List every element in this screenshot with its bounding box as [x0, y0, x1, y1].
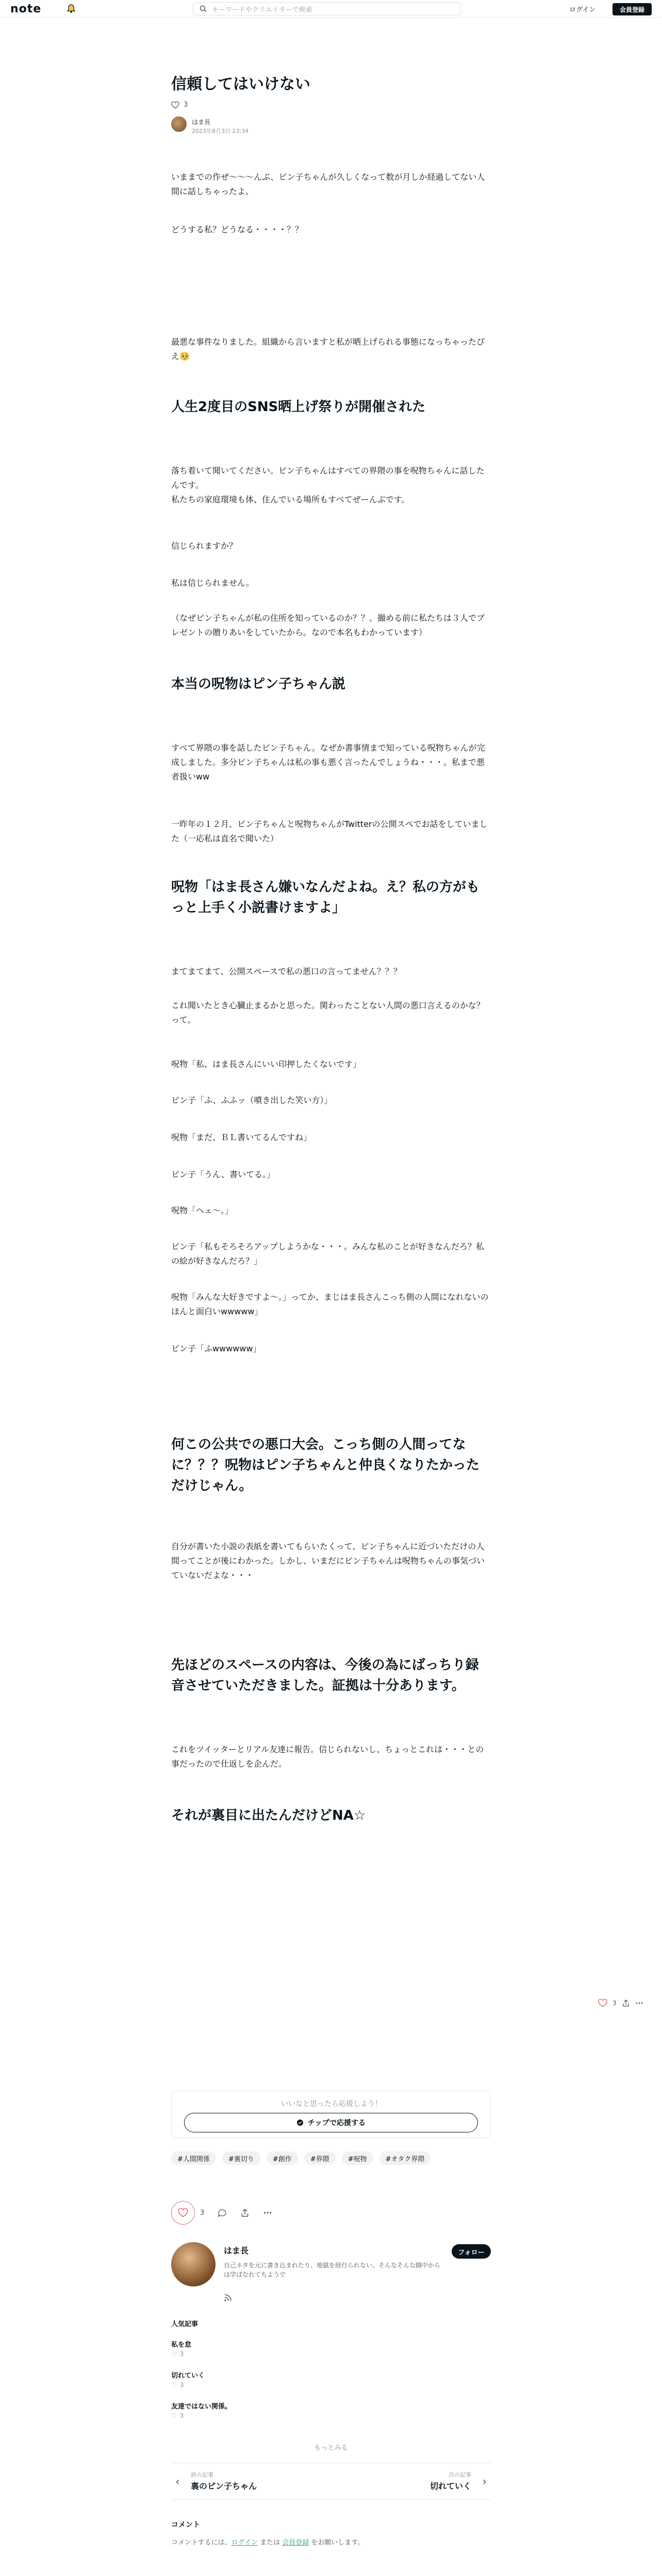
paragraph: 最悪な事件なりました。組織から言いますと私が晒上げられる事態になっちゃったぴえ🥺 — [171, 337, 485, 361]
comment-notice — [171, 2537, 364, 2547]
support-box — [171, 2091, 491, 2138]
follow-button[interactable]: フォロー — [452, 2244, 491, 2259]
paragraph: 呪物「みんな大好きですよ〜。」ってか、まじはま長さんこっち側の人間になれないのほんと面白いwwwww」 — [171, 1292, 489, 1316]
comment-heading: コメント — [171, 2521, 200, 2529]
tip-button[interactable] — [184, 2113, 478, 2132]
section-heading: 何この公共での悪口大会。こっち側の人間ってなに？？？呪物はピン子ちゃんと仲良くなりたかっただけじゃん。 — [171, 1437, 480, 1494]
paragraph: ピン子「ふwwwwww」 — [171, 1344, 261, 1353]
comment-login-link[interactable]: ログイン — [231, 2539, 258, 2547]
popular-item-likes: ♡ 3 — [171, 2412, 184, 2419]
share-icon[interactable] — [622, 1999, 630, 2007]
signup-button[interactable]: 会員登録 — [613, 3, 652, 15]
bell-icon[interactable] — [66, 4, 76, 13]
profile-name[interactable]: はま長 — [224, 2246, 249, 2256]
paragraph: 一昨年の１２月、ピン子ちゃんと呪物ちゃんがTwitterの公開スペでお話をしていました（一応私は直名で聞いた） — [171, 819, 488, 843]
section-heading: 本当の呪物はピン子ちゃん説 — [171, 676, 346, 692]
floating-actions — [598, 1999, 643, 2007]
paragraph: 私は信じられません。 — [171, 578, 254, 588]
chevron-left-icon[interactable]: ‹ — [175, 2476, 180, 2488]
comment-text: コメントするには、 — [171, 2539, 231, 2547]
paragraph: 呪物「ヘェ〜。」 — [171, 1206, 234, 1215]
popular-heading: 人気記事 — [171, 2320, 198, 2328]
article-title: 信頼してはいけない — [171, 75, 310, 93]
share-icon[interactable] — [240, 2208, 250, 2217]
more-link[interactable]: もっとみる — [314, 2444, 348, 2452]
section-heading: それが裏目に出たんだけどNA☆ — [171, 1808, 366, 1823]
comment-icon[interactable] — [218, 2208, 227, 2217]
popular-item-likes: ♡ 3 — [171, 2381, 184, 2388]
paragraph: これ聞いたとき心臓止まるかと思った。関わったことない人間の悪口言えるのかな？って。 — [171, 1001, 485, 1025]
paragraph: すべて界隈の事を話したピン子ちゃん。なぜか書事情まで知っている呪物ちゃんが完成しました。多分ピン子ちゃんは私の事も悪く言ったんでしょうね・・・。私まで悪者扱いww — [171, 743, 485, 782]
paragraph: 落ち着いて聞いてください。ピン子ちゃんはすべての界隈の事を呪物ちゃんに話したんです。 私たちの家庭環境も体、住んでいる場所もすべてぜーんぶです。 — [171, 466, 485, 504]
search-icon — [200, 5, 207, 12]
paragraph: これをツイッターとリアル友達に報告。信じられないし、ちょっとこれは・・・との事だったので仕返しを企んだ。 — [171, 1744, 484, 1769]
comment-signup-link[interactable]: 会員登録 — [282, 2539, 309, 2547]
comment-text: または — [257, 2539, 283, 2547]
tag[interactable]: #呪物 — [342, 2151, 373, 2165]
heart-icon[interactable] — [598, 1999, 607, 2007]
next-label: 次の記事 — [449, 2471, 471, 2478]
search-input[interactable] — [193, 2, 461, 15]
tag-list — [171, 2151, 431, 2165]
site-header — [0, 0, 662, 18]
like-count: 3 — [179, 2350, 184, 2358]
paragraph: ピン子「私もそろそろアップしようかな・・・。みんな私のことが好きなんだろ？私の絵が好きなんだろ？」 — [171, 1242, 484, 1266]
popular-item-likes: ♡ 3 — [171, 2350, 184, 2358]
article-like-top[interactable] — [171, 101, 188, 109]
paragraph: まてまてまて、公開スペースで私の悪口の言ってません？？？ — [171, 967, 402, 976]
tag[interactable]: #裏切り — [222, 2151, 260, 2165]
action-bar — [171, 2201, 272, 2225]
heart-icon — [171, 101, 179, 109]
note-logo[interactable]: note — [10, 3, 42, 15]
popular-item-title[interactable]: 友達ではない関係。 — [171, 2403, 232, 2411]
paragraph: 自分が書いた小説の表紙を書いてもらいたくって、ピン子ちゃんに近づいただけの人間ってことが後にわかった。しかし、いまだにピン子ちゃんは呪物ちゃんの事気づいていないだよな・・・ — [171, 1541, 485, 1580]
search-placeholder: キーワードやクリエイターで検索 — [212, 6, 312, 14]
next-article-link[interactable]: 切れていく — [429, 2481, 471, 2491]
paragraph: 呪物「私、はま長さんにいい印押したくないです」 — [171, 1059, 361, 1069]
author-name[interactable]: はま長 — [192, 118, 211, 126]
heart-icon — [178, 2208, 188, 2217]
paragraph: ピン子「ふ、ふふッ（噴き出した笑い方）」 — [171, 1095, 333, 1105]
support-prompt: いいなと思ったら応援しよう！ — [281, 2100, 382, 2108]
like-count: 3 — [184, 101, 188, 109]
like-count: 3 — [179, 2412, 184, 2419]
tag[interactable]: #創作 — [267, 2151, 298, 2165]
paragraph: 呪物「まだ、ＢＬ書いてるんですね」 — [171, 1132, 312, 1142]
rss-icon[interactable] — [224, 2294, 232, 2302]
section-heading: 呪物「はま長さん嫌いなんだよね。え？私の方がもっと上手く小説書けますよ」 — [171, 879, 480, 916]
section-heading: 人生2度目のSNS晒上げ祭りが開催された — [171, 399, 426, 415]
tip-button-label: チップで応援する — [308, 2119, 366, 2127]
tag[interactable]: #人間関係 — [171, 2151, 216, 2165]
like-count: 3 — [613, 1999, 617, 2007]
chevron-right-icon[interactable]: › — [482, 2476, 487, 2488]
more-icon[interactable] — [635, 1999, 643, 2007]
paragraph: どうする私？どうなる・・・・？？ — [171, 225, 304, 234]
paragraph: いままでの作ぜ〜〜〜んぶ、ピン子ちゃんが久しくなって数が月しか経過してない人間に話しちゃったよ。 — [171, 172, 485, 196]
publish-date: 2023年8月3日 23:34 — [192, 128, 249, 134]
prev-label: 前の記事 — [191, 2471, 213, 2478]
comment-text: をお願いします。 — [309, 2539, 365, 2547]
section-heading: 先ほどのスペースの内容は、今後の為にばっちり録音させていただきました。証拠は十分あります。 — [171, 1657, 479, 1693]
article-navigation — [171, 2463, 491, 2500]
author-avatar[interactable] — [171, 116, 187, 132]
popular-item-title[interactable]: 切れていく — [171, 2372, 205, 2380]
paragraph: （なぜピン子ちゃんが私の住所を知っているのか？？、撮める前に私たちは３人でプレゼントの贈りあいをしていたから。なので本名もわかっています） — [171, 613, 485, 637]
login-button[interactable]: ログイン — [569, 6, 596, 14]
prev-article-link[interactable]: 裏のピン子ちゃん — [191, 2481, 257, 2491]
paragraph: 信じられますか？ — [171, 541, 238, 551]
like-count: 3 — [200, 2209, 205, 2217]
tag[interactable]: #オタク界隈 — [379, 2151, 431, 2165]
like-count: 3 — [179, 2381, 184, 2388]
more-icon[interactable] — [263, 2208, 272, 2217]
tag[interactable]: #界隈 — [304, 2151, 336, 2165]
paragraph: ピン子「うん、書いてる。」 — [171, 1170, 275, 1179]
popular-item-title[interactable]: 私を怠 — [171, 2341, 192, 2349]
like-button[interactable] — [171, 2201, 195, 2225]
profile-bio: 自己ネタを元に書き込まれたり、地獄を経行られない、そんなそんな闘中からは学ばなれてちようで — [224, 2262, 441, 2278]
tip-icon — [296, 2119, 304, 2126]
profile-avatar[interactable] — [171, 2242, 216, 2286]
